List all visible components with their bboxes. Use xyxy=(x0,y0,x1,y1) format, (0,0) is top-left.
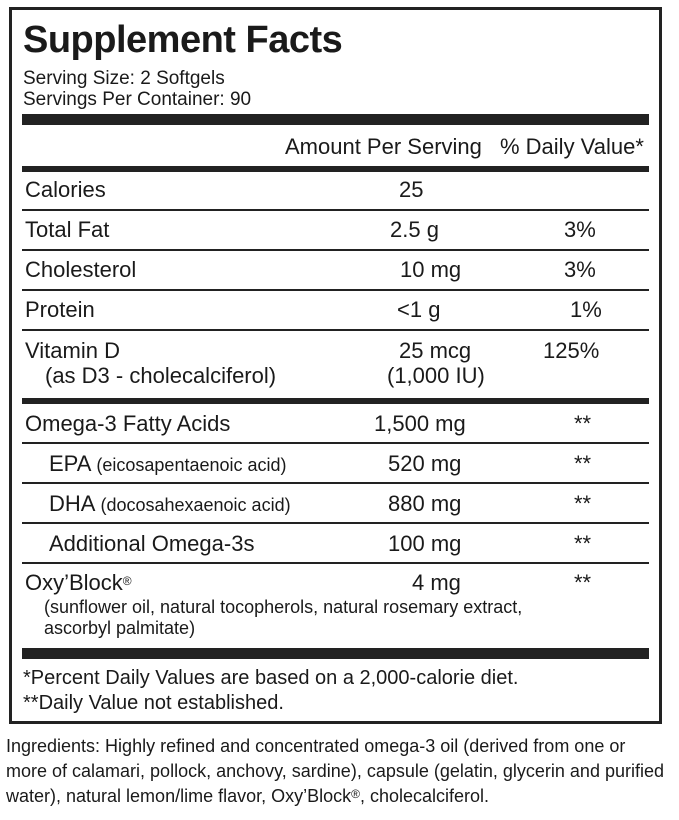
supplement-facts-panel xyxy=(9,7,662,724)
header-daily-value: % Daily Value* xyxy=(500,134,644,159)
row-cholesterol-dv: 3% xyxy=(564,257,596,282)
row-divider xyxy=(22,482,649,484)
registered-mark: ® xyxy=(122,574,132,588)
row-divider xyxy=(22,442,649,444)
serving-size: Serving Size: 2 Softgels xyxy=(23,68,225,89)
row-divider xyxy=(22,522,649,524)
row-divider xyxy=(22,249,649,251)
row-total-fat-dv: 3% xyxy=(564,217,596,242)
row-calories-amount: 25 xyxy=(399,177,424,202)
footer-divider xyxy=(22,648,649,659)
footnote-not-established: **Daily Value not established. xyxy=(23,692,284,714)
ingredients-statement xyxy=(6,734,671,809)
row-divider xyxy=(22,289,649,291)
row-epa-name xyxy=(49,451,287,478)
row-additional-amount: 100 mg xyxy=(388,531,462,556)
row-divider xyxy=(22,562,649,564)
row-dha-name xyxy=(49,491,291,518)
row-divider xyxy=(22,329,649,331)
row-protein-name: Protein xyxy=(25,297,95,322)
dha-label: DHA xyxy=(49,491,96,516)
oxyblock-ingredients-line2: ascorbyl palmitate) xyxy=(44,618,196,638)
footnote-daily-values: *Percent Daily Values are based on a 2,000-calorie diet. xyxy=(23,667,519,689)
row-oxyblock-amount: 4 mg xyxy=(412,570,461,595)
row-protein-amount: <1 g xyxy=(397,297,441,322)
row-calories-name: Calories xyxy=(25,177,106,202)
row-divider xyxy=(22,209,649,211)
row-omega3-amount: 1,500 mg xyxy=(374,411,466,436)
row-oxyblock-name xyxy=(25,570,132,596)
row-vitamin-d-name: Vitamin D xyxy=(25,338,120,363)
registered-mark: ® xyxy=(351,787,360,801)
row-vitamin-d-dv: 125% xyxy=(543,338,600,363)
row-oxyblock-dv: ** xyxy=(574,570,592,595)
header-amount: Amount Per Serving xyxy=(285,134,482,159)
row-protein-dv: 1% xyxy=(570,297,602,322)
section-divider xyxy=(22,398,649,404)
row-omega3-dv: ** xyxy=(574,411,592,436)
oxyblock-ingredients-line1: (sunflower oil, natural tocopherols, natural rosemary extract, xyxy=(44,597,523,617)
row-vitamin-d-form: (as D3 - cholecalciferol) xyxy=(45,363,277,388)
row-total-fat-name: Total Fat xyxy=(25,217,110,242)
row-additional-name: Additional Omega-3s xyxy=(49,531,255,556)
row-dha-amount: 880 mg xyxy=(388,491,462,516)
row-cholesterol-name: Cholesterol xyxy=(25,257,137,282)
dha-description: (docosahexaenoic acid) xyxy=(95,495,291,515)
row-vitamin-d-iu: (1,000 IU) xyxy=(387,363,485,388)
thick-divider xyxy=(22,114,649,125)
row-dha-dv: ** xyxy=(574,491,592,516)
row-total-fat-amount: 2.5 g xyxy=(390,217,439,242)
servings-per-container: Servings Per Container: 90 xyxy=(23,89,252,110)
row-omega3-name: Omega-3 Fatty Acids xyxy=(25,411,231,436)
row-epa-amount: 520 mg xyxy=(388,451,462,476)
ingredients-text: Ingredients: Highly refined and concentrated omega-3 oil (derived from one or more of calamari, pollock, anchovy, sardine), capsule (gelatin, glycerin and purified water), natural lemon/lime flavor, Oxy’Block xyxy=(6,736,664,806)
header-divider xyxy=(22,166,649,172)
epa-label: EPA xyxy=(49,451,92,476)
row-cholesterol-amount: 10 mg xyxy=(400,257,462,282)
label-title: Supplement Facts xyxy=(23,19,343,61)
epa-description: (eicosapentaenoic acid) xyxy=(91,455,287,475)
ingredients-text-end: , cholecalciferol. xyxy=(359,786,490,806)
row-epa-dv: ** xyxy=(574,451,592,476)
row-additional-dv: ** xyxy=(574,531,592,556)
row-vitamin-d-amount: 25 mcg xyxy=(399,338,472,363)
oxyblock-label: Oxy’Block xyxy=(25,570,123,595)
